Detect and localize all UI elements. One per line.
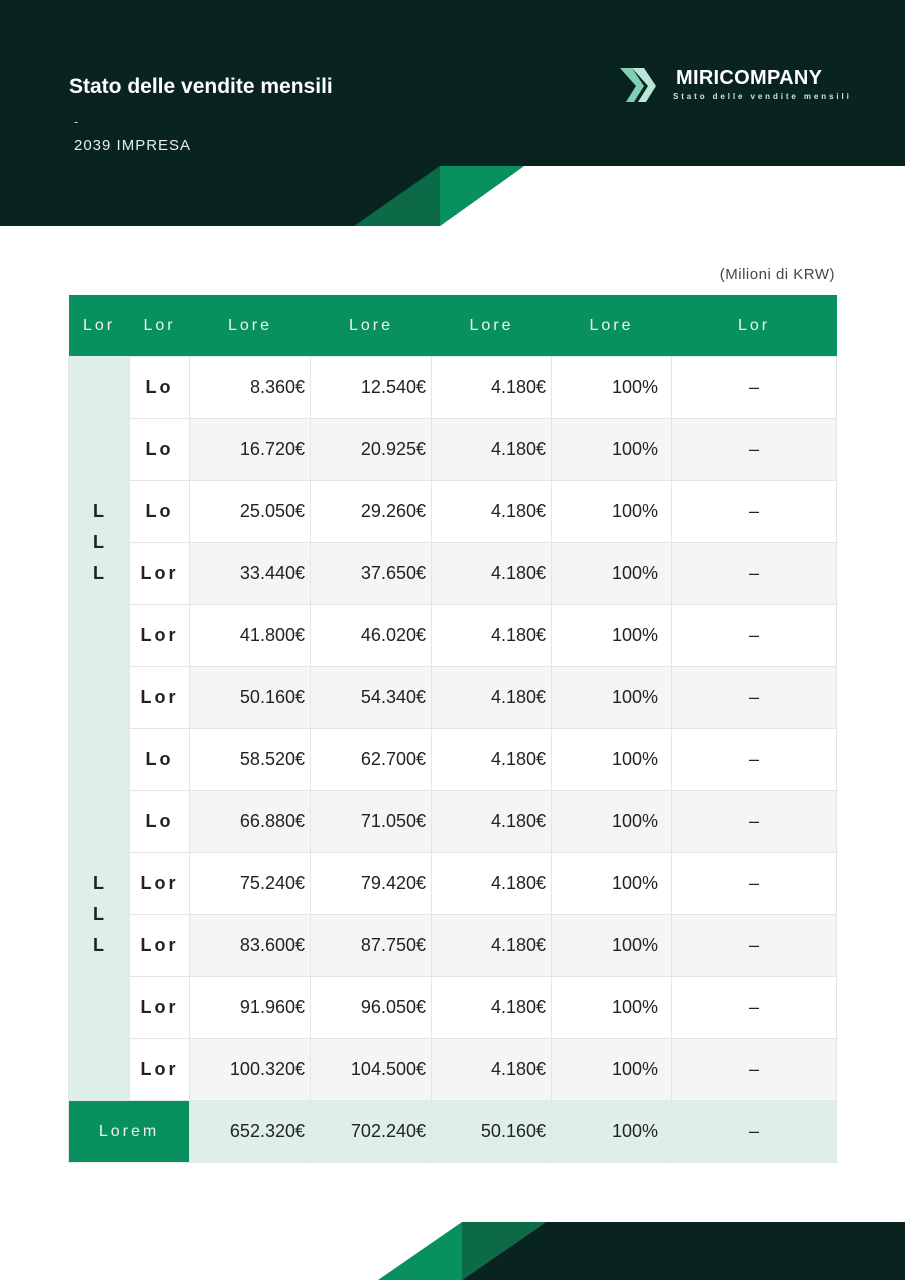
value-cell: 87.750€ [311, 915, 432, 977]
month-cell: Lor [130, 977, 190, 1039]
percent-cell: 100% [552, 419, 672, 481]
note-cell: – [672, 1039, 837, 1101]
total-row [69, 1101, 837, 1163]
month-cell: Lor [130, 605, 190, 667]
value-cell: 29.260€ [311, 481, 432, 543]
percent-cell: 100% [552, 915, 672, 977]
value-cell: 4.180€ [432, 605, 552, 667]
note-cell: – [672, 605, 837, 667]
value-cell: 4.180€ [432, 357, 552, 419]
note-cell: – [672, 791, 837, 853]
value-cell: 66.880€ [190, 791, 311, 853]
unit-note: (Milioni di KRW) [719, 266, 835, 283]
percent-cell: 100% [552, 853, 672, 915]
page-title: Stato delle vendite mensili [69, 75, 333, 98]
value-cell: 4.180€ [432, 977, 552, 1039]
value-cell: 104.500€ [311, 1039, 432, 1101]
month-cell: Lor [130, 667, 190, 729]
page-subtitle: 2039 IMPRESA [74, 137, 192, 154]
column-header: Lore [432, 295, 552, 357]
percent-cell: 100% [552, 605, 672, 667]
percent-cell: 100% [552, 977, 672, 1039]
column-header: Lor [130, 295, 190, 357]
percent-cell: 100% [552, 791, 672, 853]
group-label: L L L [69, 729, 130, 1101]
value-cell: 4.180€ [432, 853, 552, 915]
value-cell: 83.600€ [190, 915, 311, 977]
value-cell: 12.540€ [311, 357, 432, 419]
value-cell: 8.360€ [190, 357, 311, 419]
percent-cell: 100% [552, 1039, 672, 1101]
logo-icon [620, 68, 660, 104]
table-row [69, 667, 837, 729]
month-cell: Lor [130, 915, 190, 977]
percent-cell: 100% [552, 357, 672, 419]
month-cell: Lo [130, 419, 190, 481]
title-dash: - [74, 114, 79, 129]
total-value: 702.240€ [311, 1101, 432, 1163]
table-row [69, 853, 837, 915]
total-label: Lorem [69, 1101, 190, 1163]
sales-table [68, 295, 837, 1163]
value-cell: 46.020€ [311, 605, 432, 667]
value-cell: 33.440€ [190, 543, 311, 605]
note-cell: – [672, 729, 837, 791]
total-percent: 100% [552, 1101, 672, 1163]
value-cell: 41.800€ [190, 605, 311, 667]
footer-accent-green [378, 1222, 462, 1280]
month-cell: Lor [130, 543, 190, 605]
table-row [69, 605, 837, 667]
note-cell: – [672, 357, 837, 419]
value-cell: 62.700€ [311, 729, 432, 791]
logo-name: MIRICOMPANY [676, 67, 823, 89]
note-cell: – [672, 853, 837, 915]
percent-cell: 100% [552, 481, 672, 543]
value-cell: 71.050€ [311, 791, 432, 853]
column-header: Lor [69, 295, 130, 357]
table-row [69, 977, 837, 1039]
month-cell: Lo [130, 481, 190, 543]
note-cell: – [672, 667, 837, 729]
value-cell: 25.050€ [190, 481, 311, 543]
value-cell: 4.180€ [432, 729, 552, 791]
table-row [69, 1039, 837, 1101]
value-cell: 100.320€ [190, 1039, 311, 1101]
value-cell: 75.240€ [190, 853, 311, 915]
month-cell: Lo [130, 729, 190, 791]
percent-cell: 100% [552, 729, 672, 791]
value-cell: 20.925€ [311, 419, 432, 481]
note-cell: – [672, 419, 837, 481]
value-cell: 50.160€ [190, 667, 311, 729]
logo-tagline: Stato delle vendite mensili [673, 92, 852, 101]
column-header: Lore [311, 295, 432, 357]
month-cell: Lo [130, 791, 190, 853]
note-cell: – [672, 977, 837, 1039]
table-row [69, 791, 837, 853]
table-row [69, 419, 837, 481]
table-row [69, 729, 837, 791]
table-row [69, 357, 837, 419]
value-cell: 4.180€ [432, 419, 552, 481]
value-cell: 54.340€ [311, 667, 432, 729]
percent-cell: 100% [552, 543, 672, 605]
value-cell: 58.520€ [190, 729, 311, 791]
note-cell: – [672, 915, 837, 977]
month-cell: Lor [130, 1039, 190, 1101]
total-value: 50.160€ [432, 1101, 552, 1163]
value-cell: 4.180€ [432, 481, 552, 543]
footer-band [0, 1222, 905, 1280]
value-cell: 4.180€ [432, 791, 552, 853]
group-label: L L L [69, 357, 130, 729]
value-cell: 4.180€ [432, 543, 552, 605]
table-header-row [69, 295, 837, 357]
month-cell: Lo [130, 357, 190, 419]
value-cell: 37.650€ [311, 543, 432, 605]
note-cell: – [672, 543, 837, 605]
note-cell: – [672, 481, 837, 543]
value-cell: 4.180€ [432, 915, 552, 977]
total-note: – [672, 1101, 837, 1163]
table-row [69, 915, 837, 977]
month-cell: Lor [130, 853, 190, 915]
value-cell: 91.960€ [190, 977, 311, 1039]
value-cell: 4.180€ [432, 1039, 552, 1101]
table-row [69, 543, 837, 605]
percent-cell: 100% [552, 667, 672, 729]
column-header: Lor [672, 295, 837, 357]
table-row [69, 481, 837, 543]
value-cell: 4.180€ [432, 667, 552, 729]
column-header: Lore [190, 295, 311, 357]
total-value: 652.320€ [190, 1101, 311, 1163]
value-cell: 79.420€ [311, 853, 432, 915]
value-cell: 96.050€ [311, 977, 432, 1039]
value-cell: 16.720€ [190, 419, 311, 481]
column-header: Lore [552, 295, 672, 357]
